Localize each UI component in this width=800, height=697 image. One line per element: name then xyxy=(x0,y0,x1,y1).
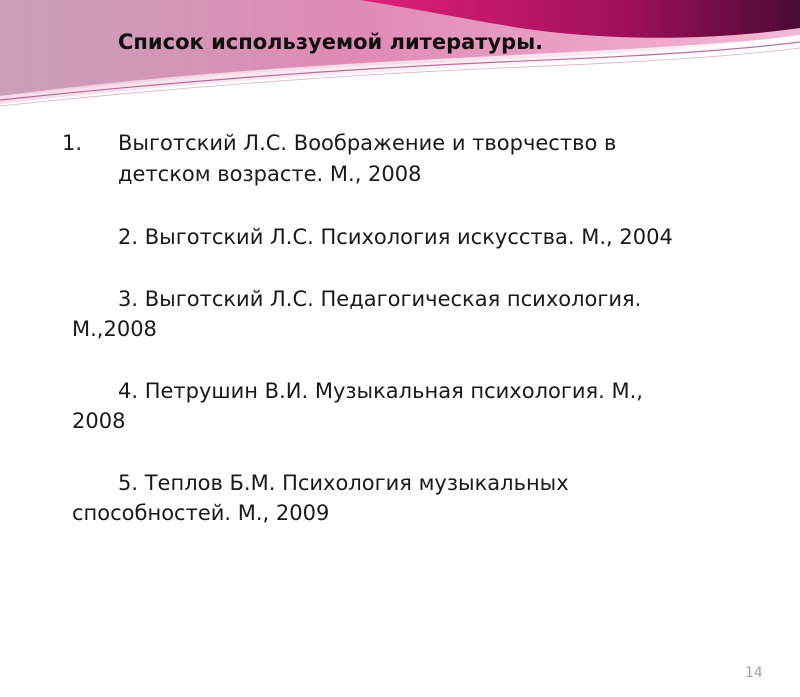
reference-number: 1. xyxy=(62,131,83,155)
reference-line: способностей. М., 2009 xyxy=(72,501,330,525)
reference-line: 4. Петрушин В.И. Музыкальная психология. М., xyxy=(118,379,643,403)
reference-line: 5. Теплов Б.М. Психология музыкальных xyxy=(118,471,569,495)
slide-title: Список используемой литературы. xyxy=(118,30,544,54)
header-decoration xyxy=(0,0,800,110)
reference-line: 2. Выготский Л.С. Психология искусства. М., 2004 xyxy=(118,225,673,249)
reference-line: 2008 xyxy=(72,409,126,433)
reference-line: 3. Выготский Л.С. Педагогическая психология. xyxy=(118,287,642,311)
page-number: 14 xyxy=(745,665,763,681)
reference-line: Выготский Л.С. Воображение и творчество в xyxy=(118,131,617,155)
reference-line: детском возрасте. М., 2008 xyxy=(118,162,422,186)
reference-line: М.,2008 xyxy=(72,317,157,341)
